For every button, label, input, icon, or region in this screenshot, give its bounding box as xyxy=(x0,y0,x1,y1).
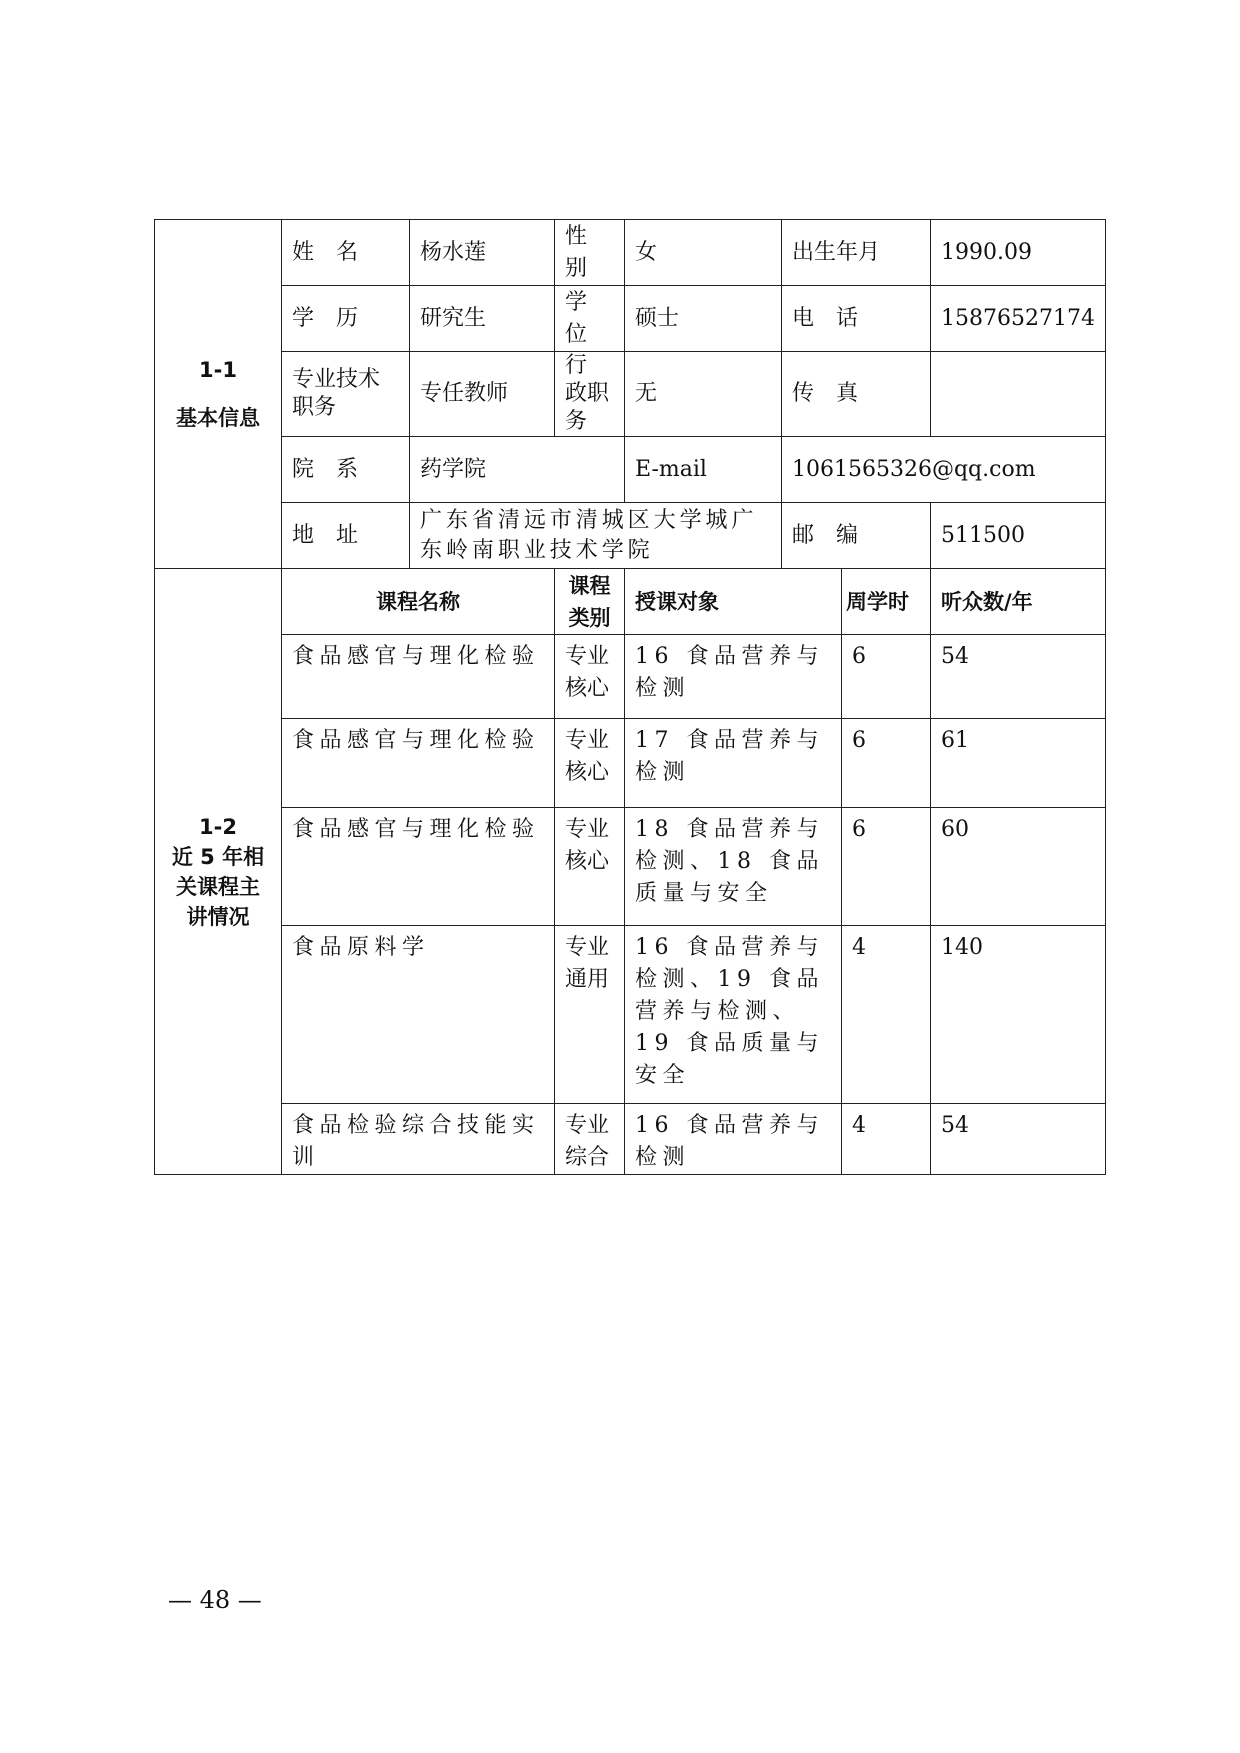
header-course-name: 课程名称 xyxy=(282,569,555,635)
section-courses: 1-2 近 5 年相 关课程主 讲情况 xyxy=(155,569,282,1175)
course-audience: 16 食品营养与检测 xyxy=(625,635,842,719)
header-listeners: 听众数/年 xyxy=(931,569,1106,635)
course-audience: 18 食品营养与检测、18 食品质量与安全 xyxy=(625,808,842,926)
info-form xyxy=(154,219,1106,1175)
phone-value: 15876527174 xyxy=(931,286,1106,352)
education-label: 学 历 xyxy=(282,286,410,352)
course-name: 食品检验综合技能实训 xyxy=(282,1104,555,1175)
dept-value: 药学院 xyxy=(410,437,625,503)
course-name: 食品感官与理化检验 xyxy=(282,719,555,808)
course-category: 专业核心 xyxy=(555,719,625,808)
course-listeners: 140 xyxy=(931,926,1106,1104)
course-name: 食品原料学 xyxy=(282,926,555,1104)
course-hours: 6 xyxy=(842,719,931,808)
phone-label: 电 话 xyxy=(782,286,931,352)
course-category: 专业通用 xyxy=(555,926,625,1104)
course-listeners: 54 xyxy=(931,1104,1106,1175)
course-hours: 6 xyxy=(842,808,931,926)
birth-label: 出生年月 xyxy=(782,220,931,286)
name-label: 姓 名 xyxy=(282,220,410,286)
admin-label: 行 政职 务 xyxy=(555,352,625,437)
course-audience: 17 食品营养与检测 xyxy=(625,719,842,808)
admin-value: 无 xyxy=(625,352,782,437)
form-table xyxy=(154,219,1106,1175)
education-value: 研究生 xyxy=(410,286,555,352)
course-listeners: 61 xyxy=(931,719,1106,808)
course-audience: 16 食品营养与检测 xyxy=(625,1104,842,1175)
section-basic-info: 1-1 基本信息 xyxy=(155,220,282,569)
course-category: 专业综合 xyxy=(555,1104,625,1175)
course-audience: 16 食品营养与检测、19 食品营养与检测、19 食品质量与安全 xyxy=(625,926,842,1104)
course-name: 食品感官与理化检验 xyxy=(282,808,555,926)
title-label: 专业技术职务 xyxy=(282,352,410,437)
email-label: E-mail xyxy=(625,437,782,503)
email-value: 1061565326@qq.com xyxy=(782,437,1106,503)
page-number: — 48 — xyxy=(168,1586,262,1614)
birth-value: 1990.09 xyxy=(931,220,1106,286)
course-listeners: 54 xyxy=(931,635,1106,719)
dept-label: 院 系 xyxy=(282,437,410,503)
header-course-category: 课程类别 xyxy=(555,569,625,635)
gender-label: 性 别 xyxy=(555,220,625,286)
gender-value: 女 xyxy=(625,220,782,286)
name-value: 杨水莲 xyxy=(410,220,555,286)
header-audience: 授课对象 xyxy=(625,569,842,635)
course-category: 专业核心 xyxy=(555,808,625,926)
header-weekly-hours: 周学时 xyxy=(842,569,931,635)
course-category: 专业核心 xyxy=(555,635,625,719)
address-value: 广东省清远市清城区大学城广东岭南职业技术学院 xyxy=(410,503,782,569)
title-value: 专任教师 xyxy=(410,352,555,437)
course-listeners: 60 xyxy=(931,808,1106,926)
address-label: 地 址 xyxy=(282,503,410,569)
course-hours: 4 xyxy=(842,1104,931,1175)
course-hours: 6 xyxy=(842,635,931,719)
zip-value: 511500 xyxy=(931,503,1106,569)
degree-value: 硕士 xyxy=(625,286,782,352)
course-name: 食品感官与理化检验 xyxy=(282,635,555,719)
fax-value xyxy=(931,352,1106,437)
course-hours: 4 xyxy=(842,926,931,1104)
degree-label: 学 位 xyxy=(555,286,625,352)
fax-label: 传 真 xyxy=(782,352,931,437)
zip-label: 邮 编 xyxy=(782,503,931,569)
